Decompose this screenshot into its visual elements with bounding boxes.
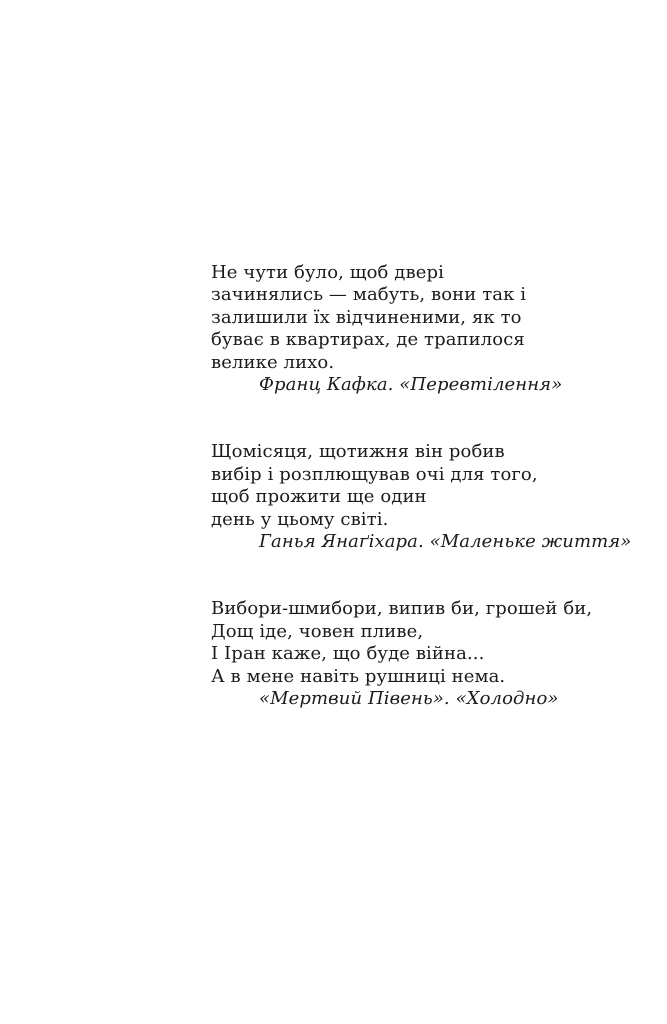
- epigraphs-content: [211, 262, 651, 711]
- epigraph-line: день у цьому світі.: [211, 508, 389, 530]
- epigraph-line: І Іран каже, що буде війна...: [211, 643, 485, 665]
- epigraph-line: Вибори-шмибори, випив би, грошей би,: [211, 598, 593, 620]
- epigraph-line: залишили їх відчиненими, як то: [211, 306, 522, 328]
- epigraph-line: вибір і розплющував очі для того,: [211, 463, 538, 485]
- epigraph-block-mertvyi-piven: [211, 598, 651, 710]
- epigraph-line: зачинялись — мабуть, вони так і: [211, 284, 527, 306]
- epigraph-line: Дощ іде, човен пливе,: [211, 620, 424, 642]
- epigraph-line: щоб прожити ще один: [211, 486, 427, 508]
- epigraph-attribution: Ганья Янаґіхара. «Маленьке життя»: [259, 531, 632, 553]
- epigraph-line: буває в квартирах, де трапилося: [211, 329, 525, 351]
- epigraph-line: А в мене навіть рушниці нема.: [211, 665, 506, 687]
- epigraph-line: Щомісяця, щотижня він робив: [211, 441, 505, 463]
- epigraph-line: велике лихо.: [211, 351, 335, 373]
- epigraph-attribution: Франц Кафка. «Перевтілення»: [259, 374, 563, 396]
- epigraph-block-yanagihara: [211, 441, 651, 553]
- epigraph-attribution: «Мертвий Півень». «Холодно»: [259, 688, 559, 710]
- epigraph-line: Не чути було, щоб двері: [211, 262, 444, 283]
- epigraph-block-kafka: [211, 262, 651, 396]
